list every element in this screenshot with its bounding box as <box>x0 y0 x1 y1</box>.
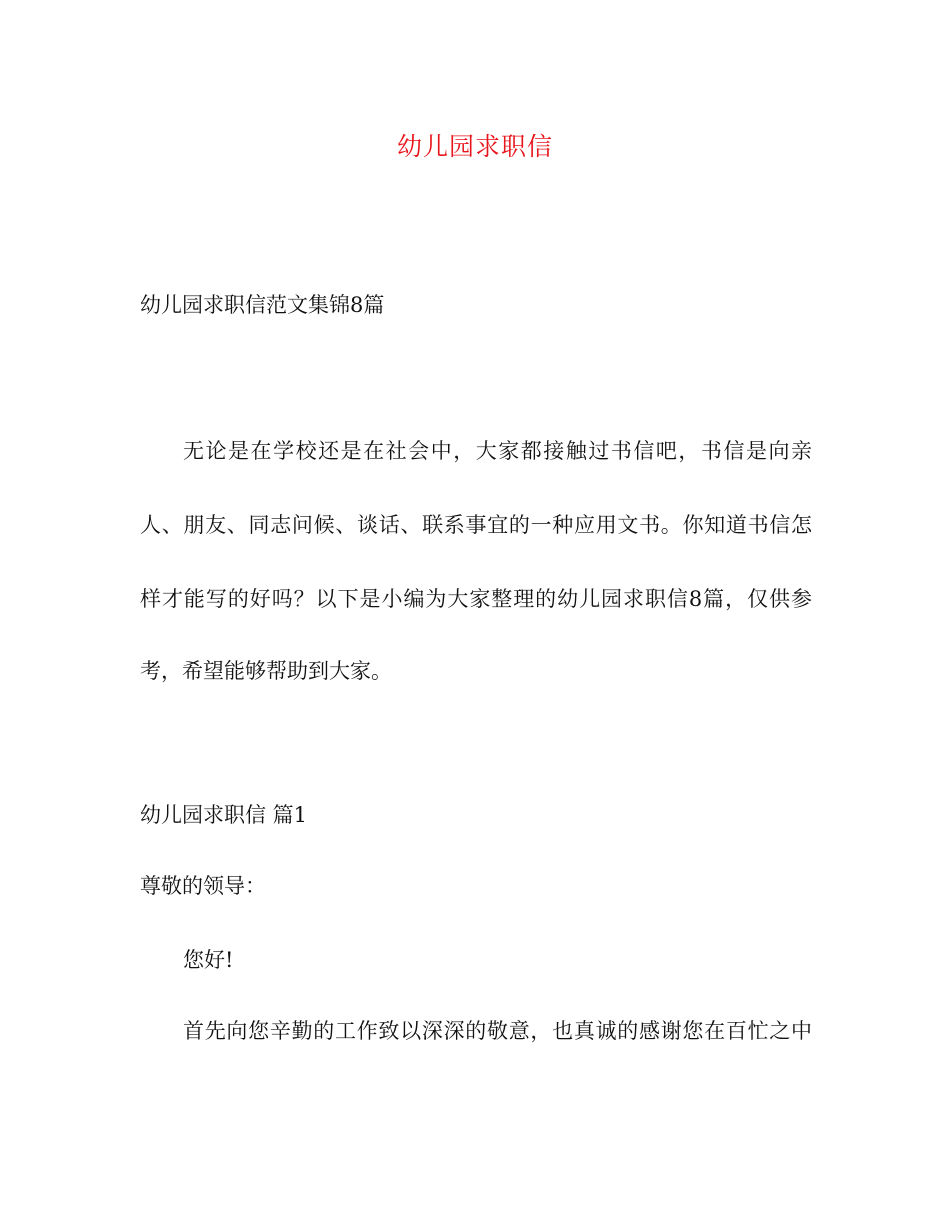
letter-salutation: 尊敬的领导： <box>140 874 266 898</box>
letter-greeting: 您好! <box>183 948 234 972</box>
intro-line-1: 无论是在学校还是在社会中，大家都接触过书信吧，书信是向亲 <box>183 439 812 463</box>
section-heading: 幼儿园求职信 篇1 <box>140 803 308 827</box>
intro-line-4: 考，希望能够帮助到大家。 <box>140 659 392 683</box>
letter-body-line-1: 首先向您辛勤的工作致以深深的敬意，也真诚的感谢您在百忙之中 <box>183 1019 812 1043</box>
intro-line-3: 样才能写的好吗？以下是小编为大家整理的幼儿园求职信8篇，仅供参 <box>140 587 812 611</box>
intro-line-2: 人、朋友、同志问候、谈话、联系事宜的一种应用文书。你知道书信怎 <box>140 513 812 537</box>
document-title: 幼儿园求职信 <box>396 132 553 161</box>
document-subtitle: 幼儿园求职信范文集锦8篇 <box>140 293 385 317</box>
